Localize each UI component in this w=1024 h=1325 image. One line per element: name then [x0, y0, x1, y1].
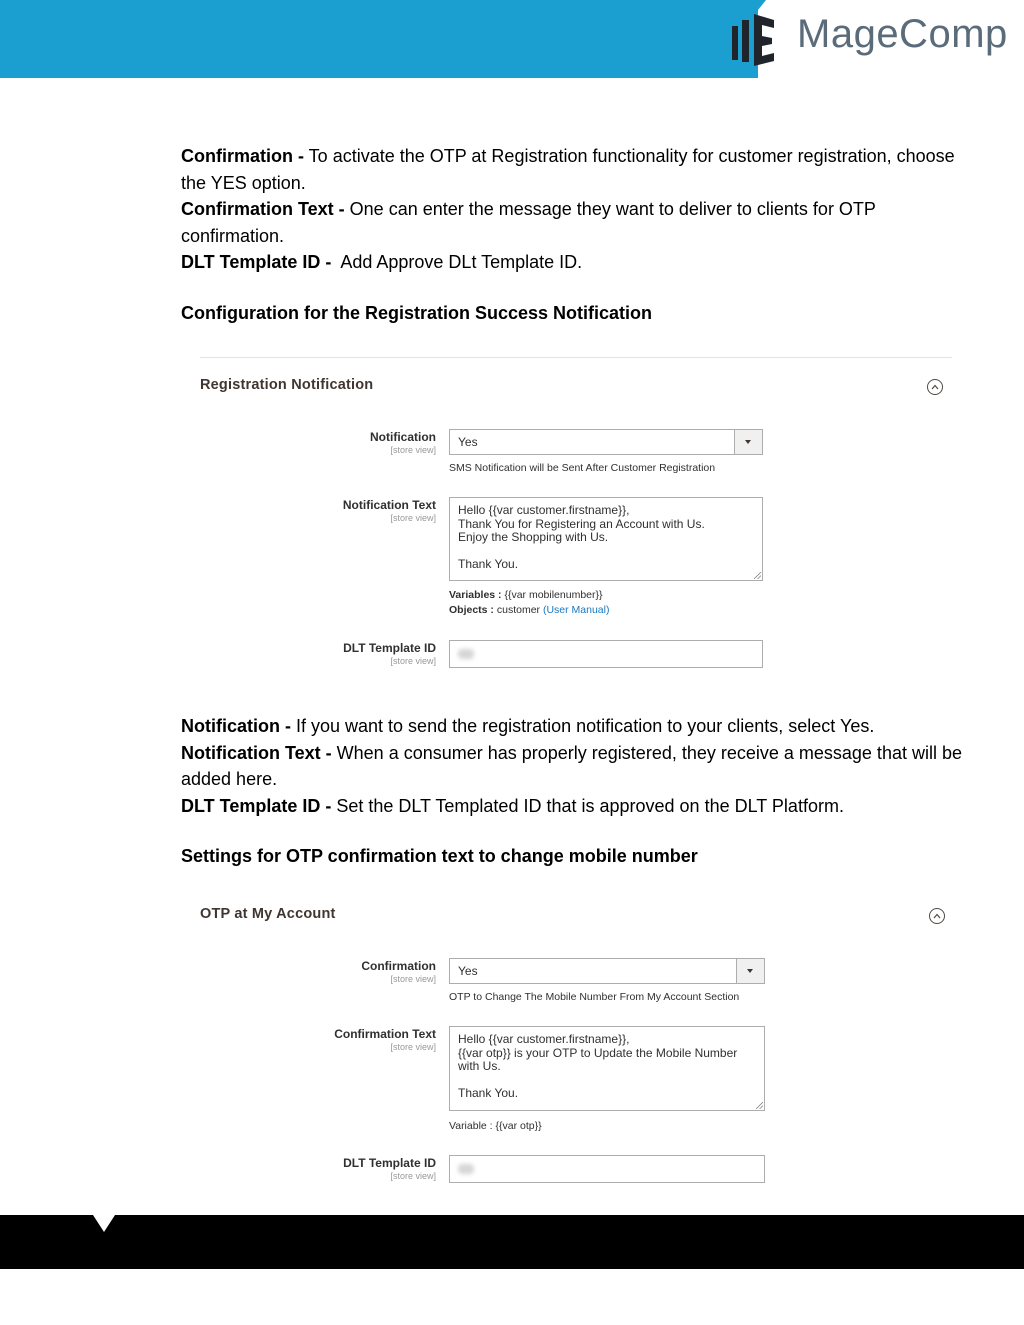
notification-note: SMS Notification will be Sent After Customer Registration — [449, 462, 716, 474]
intro-term-confirmation: Confirmation - — [181, 146, 304, 166]
variable-note: Variable : {{var otp}} — [449, 1120, 542, 1132]
notification-scope: [store view] — [390, 445, 436, 455]
confirmation-text-label: Confirmation Text — [334, 1027, 436, 1041]
objects-label: Objects : — [449, 604, 494, 616]
notification-select-value: Yes — [458, 435, 478, 449]
dlt-template-label: DLT Template ID — [343, 641, 436, 655]
brand-name: MageComp — [797, 12, 1008, 56]
panel-divider — [200, 357, 952, 358]
intro-term-dlt: DLT Template ID - — [181, 252, 332, 272]
textarea-line: Thank You. — [458, 1086, 519, 1100]
variables-value: {{var mobilenumber}} — [501, 589, 603, 601]
footer-bar — [0, 1215, 1024, 1269]
collapse-icon[interactable] — [929, 908, 945, 924]
textarea-line: Enjoy the Shopping with Us. — [458, 530, 609, 544]
dlt-template-scope: [store view] — [390, 656, 436, 666]
objects-value: customer — [493, 604, 543, 616]
confirmation-text-scope: [store view] — [390, 1042, 436, 1052]
confirmation-scope: [store view] — [390, 974, 436, 984]
dlt-template-input[interactable] — [449, 640, 763, 668]
notification-label: Notification — [370, 430, 436, 444]
confirmation-textarea[interactable] — [449, 1026, 765, 1111]
collapse-icon[interactable] — [927, 379, 943, 395]
intro-text-confirmation-text: One can enter the message they want to deliver to clients for OTP confirmation. — [181, 199, 876, 246]
resize-handle-icon[interactable] — [756, 1102, 763, 1109]
panel-title-registration-notification[interactable]: Registration Notification — [200, 377, 374, 393]
textarea-line: Hello {{var customer.firstname}}, — [458, 503, 630, 517]
textarea-line: with Us. — [458, 1059, 501, 1073]
blurred-value — [458, 649, 474, 659]
chevron-down-icon[interactable] — [736, 959, 764, 983]
confirmation-select[interactable] — [449, 958, 765, 984]
notification-text-scope: [store view] — [390, 513, 436, 523]
textarea-line: {{var otp}} is your OTP to Update the Mobile Number — [458, 1045, 738, 1060]
confirmation-note: OTP to Change The Mobile Number From My Account Section — [449, 991, 740, 1003]
objects-note — [449, 604, 609, 616]
confirmation-label: Confirmation — [361, 959, 436, 973]
section-heading-otp: Settings for OTP confirmation text to change mobile number — [181, 846, 698, 866]
textarea-line: Hello {{var customer.firstname}}, — [458, 1032, 630, 1046]
footer-notch — [93, 1215, 115, 1232]
intro-text-confirmation: To activate the OTP at Registration functionality for customer registration, choose the YES option. — [181, 146, 955, 193]
intro-term-confirmation-text: Confirmation Text - — [181, 199, 345, 219]
textarea-line: Thank You for Registering an Account with Us. — [458, 516, 705, 531]
notification-select[interactable] — [449, 429, 763, 455]
explain-term-notification: Notification - — [181, 716, 291, 736]
dlt-template-input[interactable] — [449, 1155, 765, 1183]
intro-paragraph — [181, 143, 981, 276]
chevron-down-icon[interactable] — [734, 430, 762, 454]
explain-term-dlt: DLT Template ID - — [181, 795, 332, 816]
section-heading-registration: Configuration for the Registration Success Notification — [181, 303, 653, 323]
explain-text-dlt: Set the DLT Templated ID that is approved on the DLT Platform. — [331, 795, 844, 816]
explain-term-notification-text: Notification Text - — [181, 742, 332, 763]
notification-text-label: Notification Text — [342, 498, 436, 512]
explain-text-notification: If you want to send the registration notification to your clients, select Yes. — [291, 716, 875, 736]
user-manual-link[interactable]: (User Manual) — [542, 604, 610, 616]
blurred-value — [458, 1164, 474, 1174]
dlt-template-scope: [store view] — [390, 1171, 436, 1181]
textarea-line: Thank You. — [458, 557, 519, 571]
panel-title-otp-my-account[interactable]: OTP at My Account — [200, 906, 336, 922]
confirmation-select-value: Yes — [458, 964, 478, 978]
notification-textarea[interactable] — [449, 497, 763, 581]
intro-text-dlt: Add Approve DLt Template ID. — [331, 252, 583, 272]
variables-label: Variables : — [449, 589, 502, 601]
explain-text-notification-text: When a consumer has properly registered, they receive a message that will be added here. — [181, 742, 962, 789]
resize-handle-icon[interactable] — [754, 572, 761, 579]
variables-note — [449, 589, 603, 601]
explain-paragraph — [181, 713, 981, 819]
magecomp-logo-icon — [728, 0, 792, 78]
dlt-template-label: DLT Template ID — [343, 1156, 436, 1170]
